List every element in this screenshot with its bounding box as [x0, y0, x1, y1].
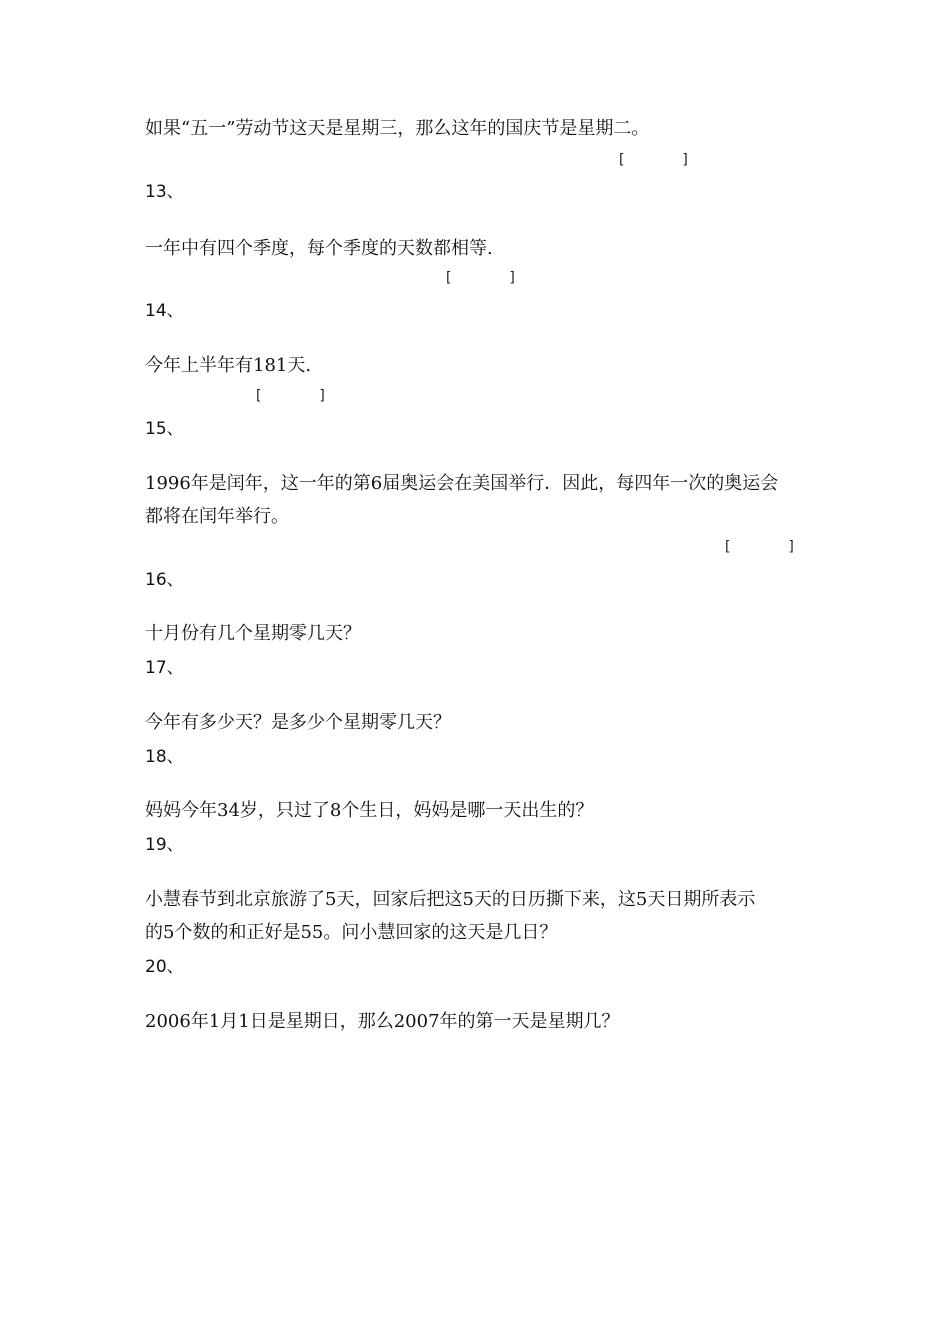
question-text: 的5个数的和正好是55。问小慧回家的这天是几日？: [145, 922, 558, 943]
question-text: 今年上半年有181天.: [145, 355, 312, 376]
question-number: 17、: [145, 658, 184, 678]
question-text: 妈妈今年34岁，只过了8个生日，妈妈是哪一天出生的？: [145, 800, 594, 821]
question-text: 如果“五一”劳动节这天是星期三，那么这年的国庆节是星期二。: [145, 118, 650, 139]
question-text: 小慧春节到北京旅游了5天，回家后把这5天的日历撕下来，这5天日期所表示: [145, 889, 756, 910]
answer-bracket[interactable]: [ ]: [254, 388, 327, 404]
answer-bracket[interactable]: [ ]: [617, 152, 690, 168]
question-text: 十月份有几个星期零几天？: [145, 623, 361, 644]
question-number: 19、: [145, 835, 184, 855]
question-number: 15、: [145, 419, 184, 439]
question-number: 18、: [145, 747, 184, 767]
question-text: 2006年1月1日是星期日，那么2007年的第一天是星期几？: [145, 1011, 620, 1032]
question-number: 20、: [145, 957, 184, 977]
question-number: 16、: [145, 570, 184, 590]
answer-bracket[interactable]: [ ]: [444, 270, 517, 286]
question-number: 14、: [145, 301, 184, 321]
question-text: 1996年是闰年，这一年的第6届奥运会在美国举行．因此，每四年一次的奥运会: [145, 473, 779, 494]
question-text: 一年中有四个季度，每个季度的天数都相等.: [145, 238, 493, 259]
question-text: 今年有多少天？是多少个星期零几天？: [145, 712, 451, 733]
answer-bracket[interactable]: [ ]: [723, 539, 796, 555]
question-text: 都将在闰年举行。: [145, 506, 289, 527]
question-number: 13、: [145, 182, 184, 202]
